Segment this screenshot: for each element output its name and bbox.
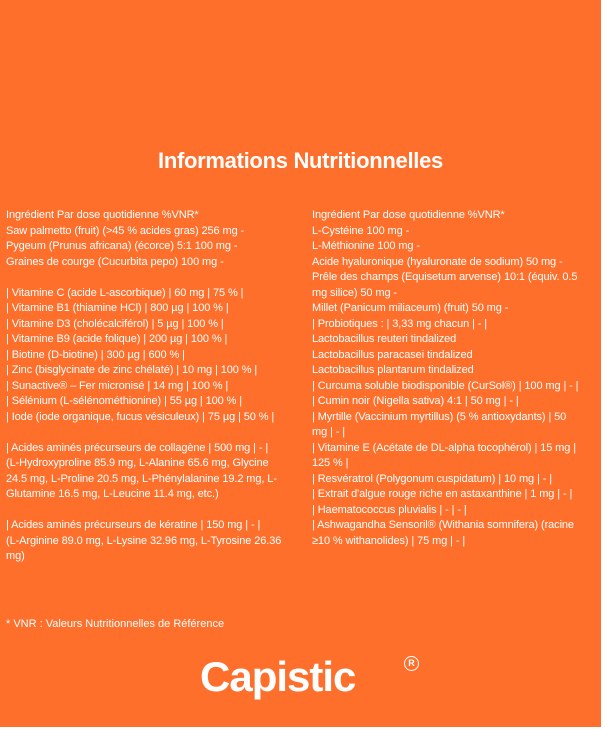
ingredient-line: | Acides aminés précurseurs de kératine | 150 mg | - | bbox=[6, 519, 261, 531]
left-ingredient-column bbox=[6, 208, 298, 565]
ingredient-line: | Sunactive® – Fer micronisé | 14 mg | 100 % | bbox=[6, 379, 229, 392]
ingredient-line: Lactobacillus reuteri tindalized bbox=[312, 333, 457, 345]
ingredient-line: | Vitamine D3 (cholécalciférol) | 5 µg | 100 % | bbox=[6, 317, 224, 330]
ingredient-line: mg | - | bbox=[312, 426, 346, 438]
ingredient-line: Ingrédient Par dose quotidienne %VNR* bbox=[312, 209, 505, 221]
ingredient-line: Acide hyaluronique (hyaluronate de sodium) 50 mg - bbox=[312, 255, 563, 268]
ingredient-line: | Myrtille (Vaccinium myrtillus) (5 % antioxydants) | 50 bbox=[312, 410, 567, 423]
ingredient-line: | Ashwagandha Sensoril® (Withania somnifera) (racine bbox=[312, 519, 574, 531]
vnr-footnote: * VNR : Valeurs Nutritionnelles de Référence bbox=[6, 618, 225, 630]
page-title: Informations Nutritionnelles bbox=[158, 148, 443, 173]
brand-logo: Capistic bbox=[200, 653, 356, 700]
ingredient-line: Glutamine 16.5 mg, L-Leucine 11.4 mg, etc.) bbox=[6, 488, 219, 500]
spacer bbox=[6, 425, 298, 441]
ingredient-line: | Haematococcus pluvialis | - | - | bbox=[312, 503, 467, 516]
ingredient-line: | Vitamine C (acide L-ascorbique) | 60 mg | 75 % | bbox=[6, 286, 244, 299]
ingredient-line: | Sélénium (L-sélénométhionine) | 55 µg | 100 % | bbox=[6, 395, 243, 407]
ingredient-line: Ingrédient Par dose quotidienne %VNR* bbox=[6, 209, 199, 221]
ingredient-line: Pygeum (Prunus africana) (écorce) 5:1 100 mg - bbox=[6, 240, 238, 252]
ingredient-line: Lactobacillus paracasei tindalized bbox=[312, 348, 473, 361]
ingredient-line: Lactobacillus plantarum tindalized bbox=[312, 364, 474, 376]
ingredient-line: mg silice) 50 mg - bbox=[312, 286, 397, 299]
ingredient-line: | Cumin noir (Nigella sativa) 4:1 | 50 mg | - | bbox=[312, 395, 519, 407]
ingredient-line: | Probiotiques : | 3,33 mg chacun | - | bbox=[312, 317, 488, 330]
ingredient-line: 24.5 mg, L-Proline 20.5 mg, L-Phénylalanine 19.2 mg, L- bbox=[6, 472, 277, 485]
ingredient-line: Prêle des champs (Equisetum arvense) 10:1 (équiv. 0.5 bbox=[312, 271, 578, 283]
ingredient-line: | Vitamine B1 (thiamine HCl) | 800 µg | 100 % | bbox=[6, 302, 229, 314]
ingredient-line: | Zinc (bisglycinate de zinc chélaté) | 10 mg | 100 % | bbox=[6, 364, 258, 376]
ingredient-line: L-Méthionine 100 mg - bbox=[312, 240, 420, 252]
ingredient-line: | Vitamine E (Acétate de DL-alpha tocophérol) | 15 mg | bbox=[312, 441, 576, 454]
ingredient-line: 125 % | bbox=[312, 457, 349, 469]
ingredient-line: | Iode (iode organique, fucus vésiculeux) | 75 µg | 50 % | bbox=[6, 410, 275, 423]
spacer bbox=[6, 270, 298, 286]
ingredient-line: | Resvératrol (Polygonum cuspidatum) | 10 mg | - | bbox=[312, 472, 552, 485]
ingredient-line: (L-Arginine 89.0 mg, L-Lysine 32.96 mg, L-Tyrosine 26.36 bbox=[6, 534, 282, 547]
ingredient-line: | Curcuma soluble biodisponible (CurSol®) | 100 mg | - | bbox=[312, 379, 579, 392]
registered-trademark-icon: R bbox=[404, 656, 419, 671]
ingredient-line: Graines de courge (Cucurbita pepo) 100 mg - bbox=[6, 255, 224, 268]
ingredient-line: Saw palmetto (fruit) (>45 % acides gras) 256 mg - bbox=[6, 224, 245, 237]
spacer bbox=[6, 503, 298, 519]
ingredient-line: | Extrait d'algue rouge riche en astaxanthine | 1 mg | - | bbox=[312, 488, 573, 500]
ingredient-line: ≥10 % withanolides) | 75 mg | - | bbox=[312, 534, 466, 547]
ingredient-line: L-Cystéine 100 mg - bbox=[312, 224, 410, 237]
ingredient-line: | Vitamine B9 (acide folique) | 200 µg | 100 % | bbox=[6, 333, 228, 345]
ingredient-line: Millet (Panicum miliaceum) (fruit) 50 mg - bbox=[312, 302, 509, 314]
ingredient-line: mg) bbox=[6, 550, 25, 562]
ingredient-line: | Biotine (D-biotine) | 300 µg | 600 % | bbox=[6, 348, 185, 361]
ingredient-line: | Acides aminés précurseurs de collagène | 500 mg | - | bbox=[6, 441, 269, 454]
ingredient-line: (L-Hydroxyproline 85.9 mg, L-Alanine 65.6 mg, Glycine bbox=[6, 457, 269, 469]
right-ingredient-column bbox=[312, 208, 599, 549]
